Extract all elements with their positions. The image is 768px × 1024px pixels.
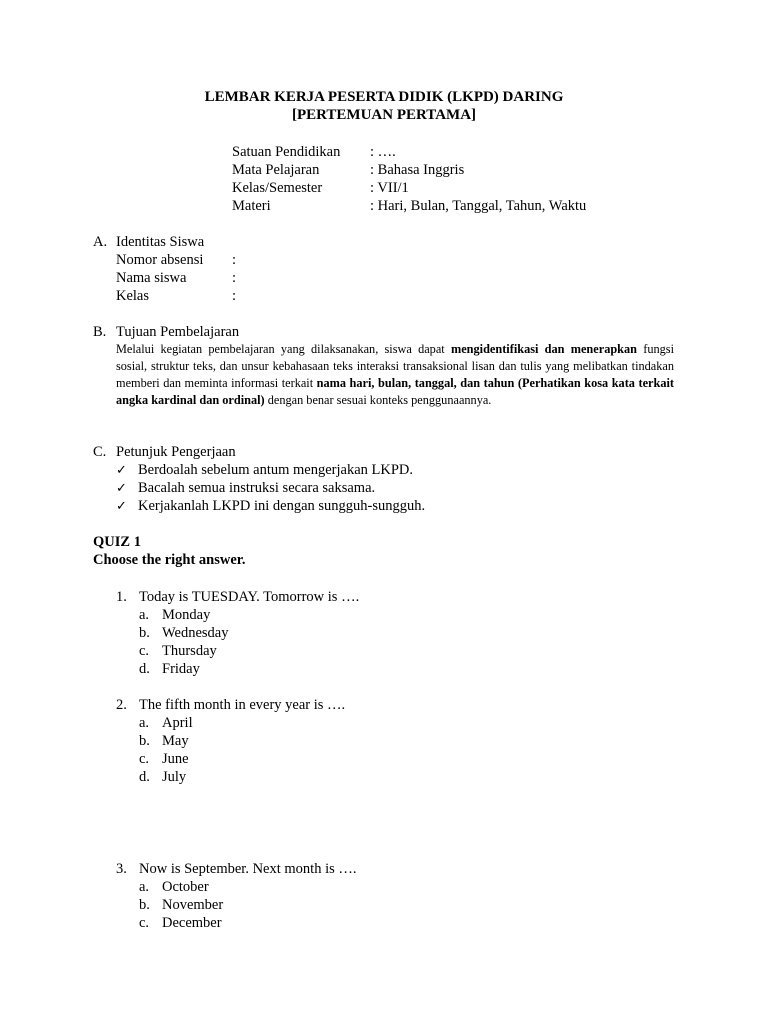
answer-option[interactable]: Friday xyxy=(162,661,200,677)
checkmark-icon: ✓ xyxy=(116,463,127,478)
learning-objective-paragraph xyxy=(116,341,674,409)
question-number: 3. xyxy=(116,861,127,877)
option-letter: c. xyxy=(139,751,150,767)
question-text: Now is September. Next month is …. xyxy=(139,861,357,877)
instruction-text: Kerjakanlah LKPD ini dengan sungguh-sungguh. xyxy=(138,498,426,514)
answer-option[interactable]: December xyxy=(162,915,222,931)
option-letter: d. xyxy=(139,661,150,677)
option-letter: a. xyxy=(139,879,150,895)
field-label: Nomor absensi xyxy=(116,252,204,268)
section-heading: Identitas Siswa xyxy=(116,234,205,250)
checkmark-icon: ✓ xyxy=(116,481,127,496)
field-label: Kelas xyxy=(116,288,150,304)
option-letter: a. xyxy=(139,607,150,623)
option-letter: c. xyxy=(139,643,150,659)
instruction-item xyxy=(116,461,413,480)
question-number: 1. xyxy=(116,589,127,605)
paragraph-text: Melalui kegiatan pembelajaran yang dilaksanakan, siswa dapat xyxy=(116,342,451,356)
field-value[interactable]: : xyxy=(232,252,237,268)
info-value: : Hari, Bulan, Tanggal, Tahun, Waktu xyxy=(370,198,587,214)
option-letter: a. xyxy=(139,715,150,731)
option-letter: c. xyxy=(139,915,150,931)
field-label: Nama siswa xyxy=(116,270,187,286)
paragraph-bold-text: nama hari, bulan, tanggal, dan tahun (Perhatikan kosa kata terkait angka kardinal dan ordinal) xyxy=(116,376,674,408)
field-value[interactable]: : xyxy=(232,270,237,286)
document-subtitle: [PERTEMUAN PERTAMA] xyxy=(291,107,477,123)
instruction-text: Berdoalah sebelum antum mengerjakan LKPD. xyxy=(138,462,414,478)
section-letter: A. xyxy=(93,234,108,250)
section-heading: Tujuan Pembelajaran xyxy=(116,324,240,340)
option-letter: b. xyxy=(139,733,150,749)
option-letter: b. xyxy=(139,625,150,641)
question-text: The fifth month in every year is …. xyxy=(139,697,346,713)
instruction-text: Bacalah semua instruksi secara saksama. xyxy=(138,480,376,496)
answer-option[interactable]: November xyxy=(162,897,224,913)
paragraph-text: fungsi sosial, struktur teks, dan unsur kebahasaan teks interaksi transaksional lisan dan tulis yang melibatkan tindakan memberi dan meminta informasi terkait xyxy=(116,342,675,391)
info-label: Mata Pelajaran xyxy=(232,162,320,178)
answer-option[interactable]: May xyxy=(162,733,189,749)
paragraph-text: dengan benar sesuai konteks penggunaannya. xyxy=(264,393,492,408)
quiz-title: QUIZ 1 xyxy=(93,534,141,550)
instruction-item xyxy=(116,479,375,498)
info-value: : Bahasa Inggris xyxy=(370,162,465,178)
info-value: : VII/1 xyxy=(370,180,409,196)
answer-option[interactable]: Thursday xyxy=(162,643,217,659)
quiz-instruction: Choose the right answer. xyxy=(93,552,246,568)
info-label: Satuan Pendidikan xyxy=(232,144,341,160)
info-label: Kelas/Semester xyxy=(232,180,323,196)
answer-option[interactable]: July xyxy=(162,769,187,785)
answer-option[interactable]: Wednesday xyxy=(162,625,229,641)
question-number: 2. xyxy=(116,697,127,713)
section-letter: B. xyxy=(93,324,107,340)
answer-option[interactable]: April xyxy=(162,715,193,731)
answer-option[interactable]: Monday xyxy=(162,607,211,623)
answer-option[interactable]: October xyxy=(162,879,209,895)
field-value[interactable]: : xyxy=(232,288,237,304)
option-letter: d. xyxy=(139,769,150,785)
document-title: LEMBAR KERJA PESERTA DIDIK (LKPD) DARING xyxy=(204,89,564,105)
option-letter: b. xyxy=(139,897,150,913)
info-label: Materi xyxy=(232,198,271,214)
question-text: Today is TUESDAY. Tomorrow is …. xyxy=(139,589,360,605)
section-heading: Petunjuk Pengerjaan xyxy=(116,444,236,460)
info-value: : …. xyxy=(370,144,396,160)
section-letter: C. xyxy=(93,444,107,460)
instruction-item xyxy=(116,497,425,516)
answer-option[interactable]: June xyxy=(162,751,189,767)
paragraph-bold-text: mengidentifikasi dan menerapkan xyxy=(450,342,638,356)
checkmark-icon: ✓ xyxy=(116,499,127,514)
